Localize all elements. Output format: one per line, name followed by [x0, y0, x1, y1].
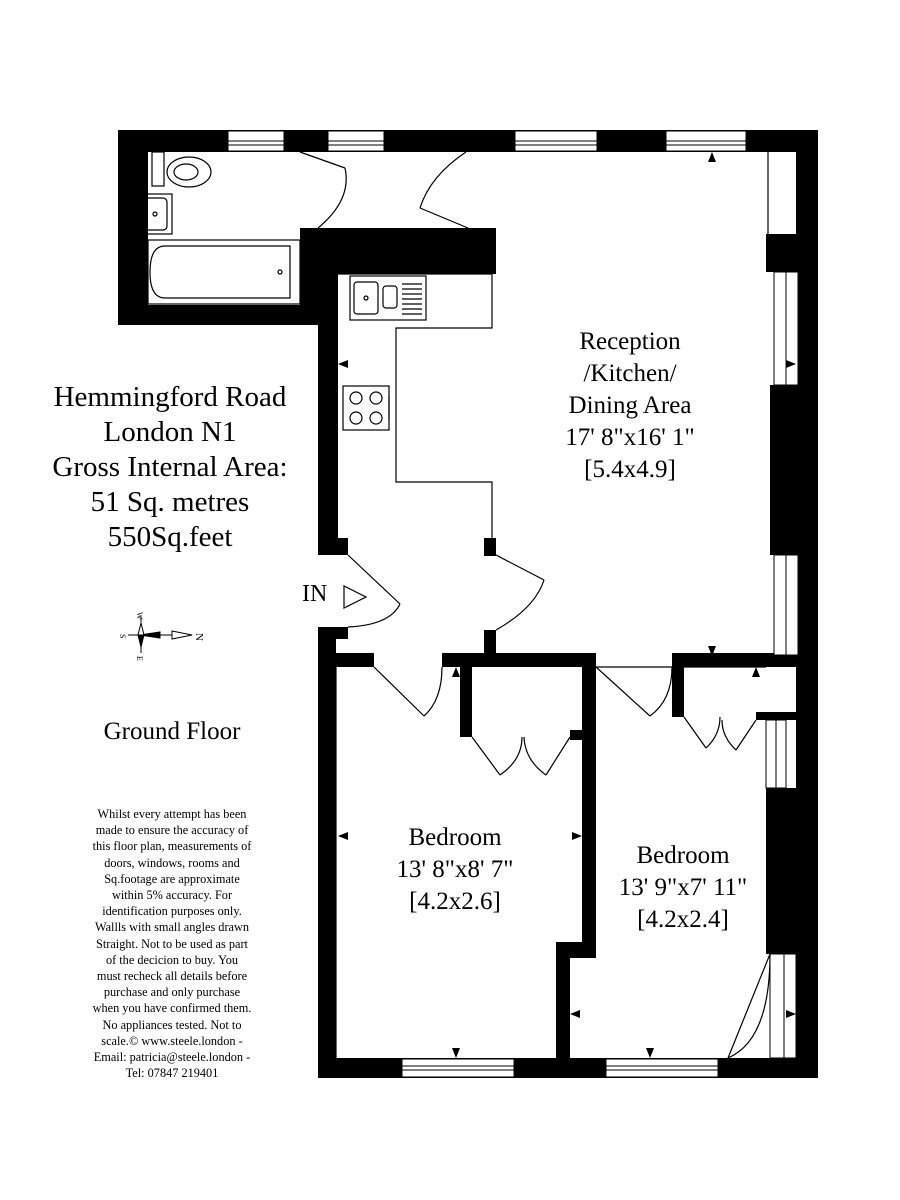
- disclaimer-line: Email: patricia@steele.london -: [93, 1050, 251, 1065]
- room-size-metric: [4.2x2.6]: [409, 888, 501, 915]
- disclaimer-line: within 5% accuracy. For: [111, 888, 233, 903]
- room-name: Reception: [579, 328, 681, 355]
- room-name: Bedroom: [408, 824, 502, 851]
- compass-south-label: S: [118, 634, 127, 639]
- kitchen-sink: [350, 276, 426, 320]
- hob: [343, 386, 389, 430]
- address-line-2: London N1: [103, 416, 237, 448]
- disclaimer-line: Straight. Not to be used as part: [96, 936, 248, 951]
- disclaimer-line: scale.© www.steele.london -: [101, 1033, 243, 1048]
- compass-icon: [118, 612, 205, 661]
- disclaimer: [72, 806, 272, 1081]
- room-size-metric: [4.2x2.4]: [637, 906, 729, 933]
- disclaimer-line: made to ensure the accuracy of: [95, 823, 249, 838]
- disclaimer-line: Sq.footage are approximate: [104, 871, 240, 886]
- gross-area-label: Gross Internal Area:: [52, 451, 288, 483]
- room-name-line2: /Kitchen/: [583, 360, 677, 387]
- gross-area-imperial: 550Sq.feet: [107, 521, 233, 553]
- disclaimer-line: purchase and only purchase: [103, 985, 241, 1000]
- disclaimer-line: identification purposes only.: [102, 904, 242, 919]
- toilet: [152, 152, 211, 187]
- entrance-label: IN: [302, 581, 328, 607]
- compass-west-label: W: [135, 612, 144, 620]
- address-line-1: Hemmingford Road: [53, 381, 287, 413]
- room-size-metric: [5.4x4.9]: [584, 456, 676, 483]
- gross-area-metric: 51 Sq. metres: [90, 486, 250, 518]
- disclaimer-line: No appliances tested. Not to: [102, 1017, 242, 1032]
- room-label-bedroom-1: [370, 822, 540, 918]
- disclaimer-line: must recheck all details before: [96, 969, 248, 984]
- compass-east-label: E: [135, 656, 144, 661]
- room-size-imperial: 17' 8"x16' 1": [565, 424, 695, 451]
- room-name: Bedroom: [636, 842, 730, 869]
- room-name-line3: Dining Area: [568, 392, 692, 419]
- disclaimer-line: of the decicion to buy. You: [105, 952, 239, 967]
- room-label-reception: [540, 326, 720, 486]
- disclaimer-line: this floor plan, measurements of: [92, 839, 252, 854]
- disclaimer-line: doors, windows, rooms and: [104, 855, 240, 870]
- compass-north-label: N: [193, 633, 205, 641]
- room-size-imperial: 13' 9"x7' 11": [618, 874, 748, 901]
- disclaimer-line: Wallls with small angles drawn: [94, 920, 250, 935]
- floor-label: Ground Floor: [103, 718, 241, 745]
- disclaimer-line: Whilst every attempt has been: [97, 807, 247, 821]
- room-label-bedroom-2: [600, 840, 766, 936]
- property-address: [20, 380, 320, 555]
- entrance-arrow-icon: [344, 586, 366, 608]
- disclaimer-line: Tel: 07847 219401: [125, 1066, 219, 1081]
- bath-tub: [148, 240, 300, 304]
- disclaimer-line: when you have confirmed them.: [92, 1001, 252, 1016]
- wash-basin: [138, 194, 172, 234]
- room-size-imperial: 13' 8"x8' 7": [396, 856, 514, 883]
